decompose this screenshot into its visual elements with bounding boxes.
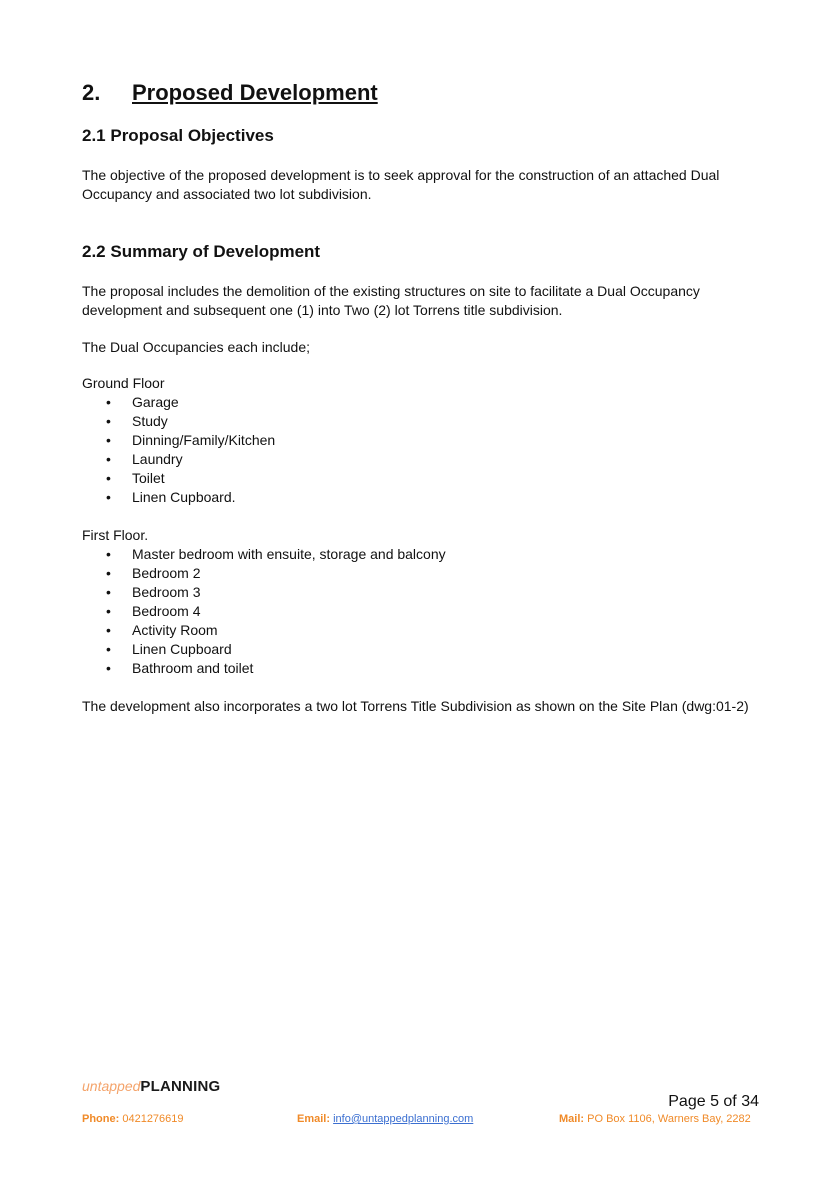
list-item: • Linen Cupboard. [82, 488, 275, 507]
phone-value: 0421276619 [122, 1113, 184, 1125]
company-logo [82, 1078, 220, 1096]
footer-mail [559, 1113, 751, 1125]
section-title: Proposed Development [132, 80, 378, 105]
phone-label: Phone: [82, 1113, 120, 1125]
list-item: • Linen Cupboard [82, 640, 446, 659]
list-item: • Garage [82, 393, 275, 412]
list-item: • Bedroom 3 [82, 583, 446, 602]
ground-floor-label: Ground Floor [82, 375, 165, 391]
each-include-text: The Dual Occupancies each include; [82, 339, 311, 355]
list-item: • Dinning/Family/Kitchen [82, 431, 275, 450]
list-item: • Bathroom and toilet [82, 659, 446, 678]
list-item: • Toilet [82, 469, 275, 488]
section-number: 2. [82, 80, 101, 105]
closing-paragraph: The development also incorporates a two lot Torrens Title Subdivision as shown on the Site Plan (dwg:01-2) [82, 698, 749, 714]
logo-planning: PLANNING [140, 1078, 221, 1095]
section-heading [82, 80, 378, 106]
page-number: Page 5 of 34 [668, 1093, 759, 1110]
mail-label: Mail: [559, 1113, 585, 1125]
ground-floor-list [82, 393, 275, 507]
footer-phone [82, 1113, 184, 1125]
email-label: Email: [297, 1113, 331, 1125]
list-item: • Laundry [82, 450, 275, 469]
list-item: • Master bedroom with ensuite, storage and balcony [82, 545, 446, 564]
email-link[interactable]: info@untappedplanning.com [333, 1113, 474, 1125]
mail-value: PO Box 1106, Warners Bay, 2282 [587, 1113, 751, 1125]
list-item: • Bedroom 2 [82, 564, 446, 583]
footer-email [297, 1113, 473, 1125]
first-floor-list [82, 545, 446, 678]
objectives-heading: 2.1 Proposal Objectives [82, 126, 274, 145]
objectives-paragraph: The objective of the proposed development is to seek approval for the construction of an attached Dual Occupancy and associated two lot subdivision. [82, 167, 720, 202]
first-floor-label: First Floor. [82, 527, 149, 543]
logo-untapped: untapped [82, 1078, 141, 1094]
list-item: • Bedroom 4 [82, 602, 446, 621]
summary-heading: 2.2 Summary of Development [82, 242, 321, 261]
list-item: • Activity Room [82, 621, 446, 640]
summary-intro-paragraph: The proposal includes the demolition of the existing structures on site to facilitate a Dual Occupancy development and subsequent one (1) into Two (2) lot Torrens title subdivision. [82, 283, 700, 318]
list-item: • Study [82, 412, 275, 431]
